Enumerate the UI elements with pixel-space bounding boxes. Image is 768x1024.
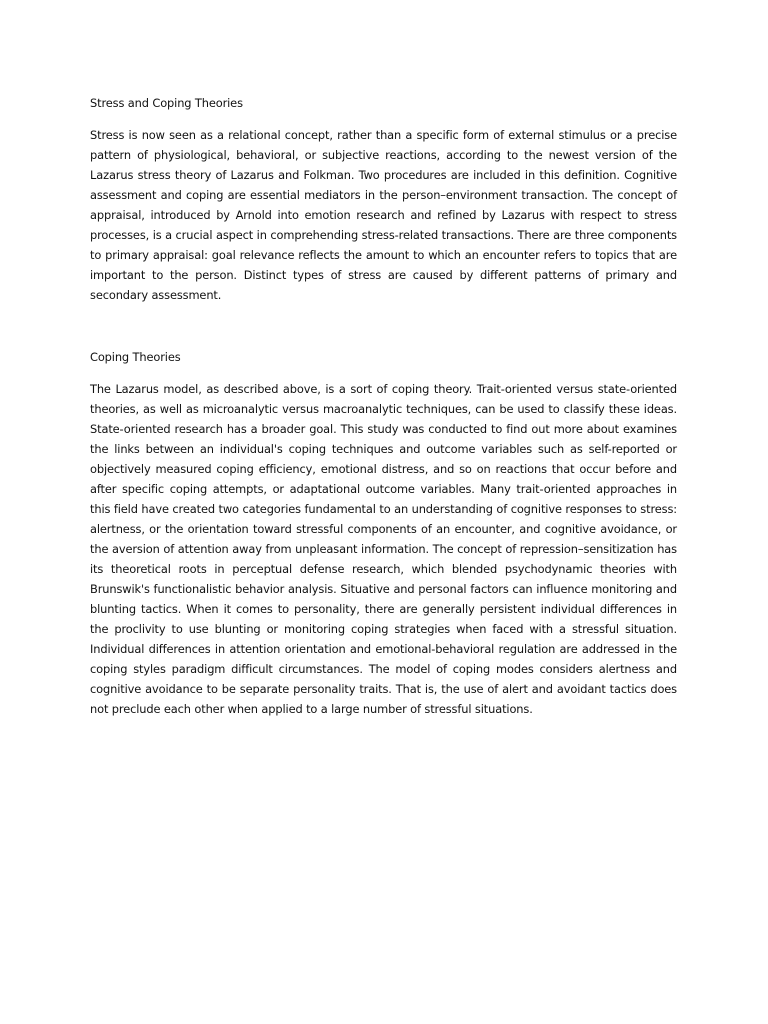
document-body [90, 93, 677, 719]
section-heading-coping-theories: Coping Theories [90, 350, 181, 364]
section-heading-stress-and-coping-theories: Stress and Coping Theories [90, 96, 243, 110]
section-paragraph-stress-and-coping-theories: Stress is now seen as a relational concept, rather than a specific form of external stimulus or a precise pattern of physiological, behavioral, or subjective reactions, according to the newest version of the Lazarus stress theory of Lazarus and Folkman. Two procedures are included in this definition. Cognitive assessment and coping are essential mediators in the person–environment transaction. The concept of appraisal, introduced by Arnold into emotion research and refined by Lazarus with respect to stress processes, is a crucial aspect in comprehending stress-related transactions. There are three components to primary appraisal: goal relevance reflects the amount to which an encounter refers to topics that are important to the person. Distinct types of stress are caused by different patterns of primary and secondary assessment. [90, 128, 677, 302]
section-paragraph-coping-theories: The Lazarus model, as described above, is a sort of coping theory. Trait-oriented versus state-oriented theories, as well as microanalytic versus macroanalytic techniques, can be used to classify these ideas. State-oriented research has a broader goal. This study was conducted to find out more about examines the links between an individual's coping techniques and outcome variables such as self-reported or objectively measured coping efficiency, emotional distress, and so on reactions that occur before and after specific coping attempts, or adaptational outcome variables. Many trait-oriented approaches in this field have created two categories fundamental to an understanding of cognitive responses to stress: alertness, or the orientation toward stressful components of an encounter, and cognitive avoidance, or the aversion of attention away from unpleasant information. The concept of repression–sensitization has its theoretical roots in perceptual defense research, which blended psychodynamic theories with Brunswik's functionalistic behavior analysis. Situative and personal factors can influence monitoring and blunting tactics. When it comes to personality, there are generally persistent individual differences in the proclivity to use blunting or monitoring coping strategies when faced with a stressful situation. Individual differences in attention orientation and emotional-behavioral regulation are addressed in the coping styles paradigm difficult circumstances. The model of coping modes considers alertness and cognitive avoidance to be separate personality traits. That is, the use of alert and avoidant tactics does not preclude each other when applied to a large number of stressful situations. [90, 382, 677, 716]
